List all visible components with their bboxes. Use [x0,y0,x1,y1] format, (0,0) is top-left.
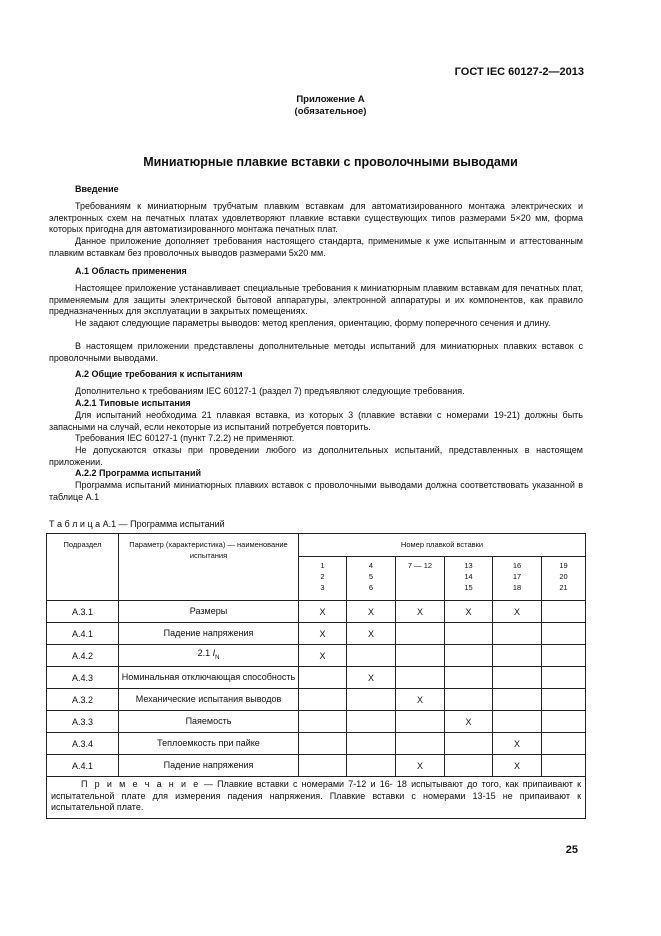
test-mark: X [445,711,493,733]
intro-paragraph-1: Требованиям к миниатюрным трубчатым плавким вставкам для автоматизированного монтажа электрических и электронных схем на печатных платах удовлетворяют плавкие вставки существующих типов размерами 5×20 мм, форма которых пригодна для автоматизированного монтажа печатных плат. [49,201,583,234]
a2-paragraph-2: Для испытаний необходима 21 плавкая вставка, из которых 3 (плавкие вставки с номерами 19-21) должны быть запасными на случай, если некоторые из испытаний потребуется повторить. [49,410,583,432]
table-caption-text: А.1 — Программа испытаний [102,519,225,529]
a2-paragraph-1: Дополнительно к требованиям IEC 60127-1 (раздел 7) предъявляют следующие требования. [75,386,465,396]
table-caption-prefix: Т а б л и ц а [49,519,101,529]
row-parameter-text: Размеры [189,606,228,616]
test-mark: X [493,601,542,623]
row-parameter-text: Теплоемкость при пайке [157,738,260,748]
test-mark [542,689,586,711]
test-mark: X [445,601,493,623]
intro-heading: Введение [75,184,119,194]
test-mark [299,755,347,777]
a1-paragraph-2: Не задают следующие параметры выводов: метод крепления, ориентацию, форму поперечного сечения и длину. [75,318,551,328]
annex-status: (обязательное) [294,106,367,117]
row-parameter [119,755,299,777]
row-section: А.4.1 [47,755,119,777]
row-section: А.3.4 [47,733,119,755]
fuse-group-header: 4 5 6 [347,557,396,601]
table-caption [49,519,225,529]
test-mark [493,623,542,645]
test-mark [445,645,493,667]
test-mark [542,711,586,733]
test-mark [542,601,586,623]
test-mark: X [299,601,347,623]
table-row [47,711,586,733]
test-mark: X [396,601,445,623]
test-mark [396,733,445,755]
page-number: 25 [565,844,578,856]
test-mark: X [493,755,542,777]
intro-paragraph-2: Данное приложение дополняет требования настоящего стандарта, применимые к уже испытанным и аттестованным плавким вставкам без проволочных выводов размерами 5х20 мм. [49,236,583,258]
subsection-a21-heading: А.2.1 Типовые испытания [75,398,191,408]
row-parameter-subscript: N [215,654,220,661]
current-symbol: I [212,647,216,658]
test-mark [347,689,396,711]
row-parameter-text: Паяемость [185,716,232,726]
test-mark [445,689,493,711]
test-mark [493,689,542,711]
section-a1-heading: А.1 Область применения [75,266,187,276]
row-section: А.3.2 [47,689,119,711]
row-parameter-text: 2.1 I [197,647,216,658]
test-mark [347,733,396,755]
test-mark [299,667,347,689]
fuse-group-header: 19 20 21 [542,557,586,601]
test-mark [347,711,396,733]
header-parameter: Параметр (характеристика) — наименование испытания [119,534,299,601]
a2-paragraph-4: Не допускаются отказы при проведении любого из дополнительных испытаний, представленных в настоящем приложении. [49,445,583,467]
annex-title: Приложение А [296,94,365,105]
test-mark [396,645,445,667]
row-parameter-text: Механические испытания выводов [135,694,282,704]
table-row [47,667,586,689]
row-section: А.3.1 [47,601,119,623]
subsection-a22-heading: А.2.2 Программа испытаний [75,468,202,478]
test-mark [445,667,493,689]
test-mark [445,733,493,755]
test-mark: X [347,623,396,645]
test-mark [299,689,347,711]
fuse-group-header: 1 2 3 [299,557,347,601]
table-row [47,755,586,777]
row-section: А.4.2 [47,645,119,667]
header-section: Подраздел [47,534,119,601]
test-mark [493,667,542,689]
test-mark: X [347,601,396,623]
test-mark: X [299,645,347,667]
a1-paragraph-3: В настоящем приложении представлены дополнительные методы испытаний для миниатюрных плавких вставок с проволочными выводами. [49,341,583,363]
row-parameter [119,645,299,667]
test-mark [396,711,445,733]
test-mark: X [396,755,445,777]
test-mark: X [347,667,396,689]
table-row [47,733,586,755]
test-mark [542,667,586,689]
row-parameter [119,667,299,689]
row-parameter [119,733,299,755]
test-mark [445,623,493,645]
row-section: А.3.3 [47,711,119,733]
fuse-group-header: 16 17 18 [493,557,542,601]
test-mark [542,733,586,755]
row-parameter-text: Падение напряжения [163,628,254,638]
a2-paragraph-5: Программа испытаний миниатюрных плавких вставок с проволочными выводами должна соответствовать указанной в таблице А.1 [49,480,583,502]
note-text: — Плавкие вставки с номерами 7-12 и 16- 18 испытывают до того, как припаивают к испытательной плате для измерения падения напряжения. Плавкие вставки с номерами 13-15 не припаивают к испытательной плате. [51,779,582,812]
test-mark [542,755,586,777]
test-mark [396,667,445,689]
test-mark [299,733,347,755]
section-a2-heading: А.2 Общие требования к испытаниям [75,369,243,379]
header-fuse-number: Номер плавкой вставки [299,534,586,557]
note-prefix: П р и м е ч а н и е [81,779,200,789]
row-section: А.4.3 [47,667,119,689]
table-note [47,777,586,819]
test-mark: X [493,733,542,755]
row-parameter-text: Падение напряжения [163,760,254,770]
row-section: А.4.1 [47,623,119,645]
test-mark [445,755,493,777]
row-parameter [119,711,299,733]
test-mark [396,623,445,645]
test-mark [493,645,542,667]
a2-paragraph-3: Требования IEC 60127-1 (пункт 7.2.2) не применяют. [75,433,295,443]
test-mark [347,645,396,667]
test-mark [542,645,586,667]
standard-designation: ГОСТ IEC 60127-2—2013 [454,66,584,78]
table-row [47,601,586,623]
test-mark [299,711,347,733]
row-parameter [119,689,299,711]
fuse-group-header: 13 14 15 [445,557,493,601]
document-title: Миниатюрные плавкие вставки с проволочными выводами [143,155,518,169]
a1-paragraph-1: Настоящее приложение устанавливает специальные требования к миниатюрным плавким вставкам для печатных плат, применяемым для защиты электрической бытовой аппаратуры, электронной аппаратуры и их компонентов, как правило предназначенных для эксплуатации в закрытых помещениях. [49,283,583,316]
test-mark: X [299,623,347,645]
table-row [47,645,586,667]
row-parameter [119,623,299,645]
test-program-table [46,533,586,819]
table-row [47,689,586,711]
test-mark [493,711,542,733]
test-mark [542,623,586,645]
row-parameter [119,601,299,623]
test-mark [347,755,396,777]
table-row [47,623,586,645]
fuse-group-header: 7 — 12 [396,557,445,601]
test-mark: X [396,689,445,711]
row-parameter-text: Номинальная отключающая способность [121,672,296,682]
